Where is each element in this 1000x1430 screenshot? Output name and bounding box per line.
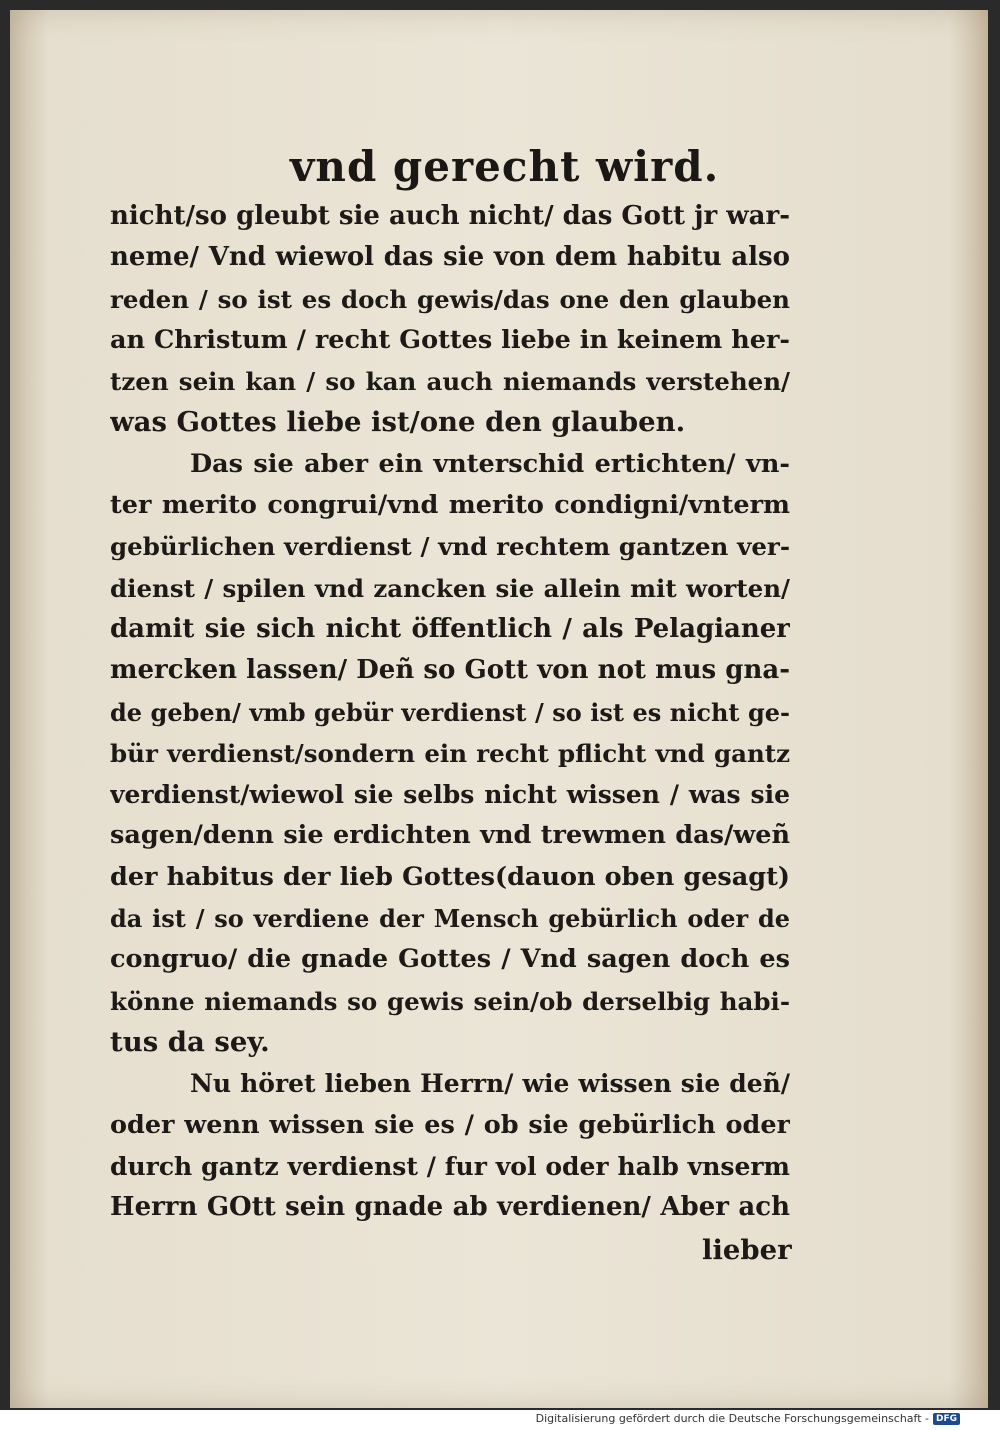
text-line: nicht/so gleubt sie auch nicht/ das Gott jr war-: [110, 201, 790, 231]
text-line: dienst / spilen vnd zancken sie allein mit worten/: [110, 573, 790, 603]
text-line: tus da sey.: [110, 1025, 270, 1058]
footer-credit: Digitalisierung gefördert durch die Deutsche Forschungsgemeinschaft -: [535, 1412, 929, 1425]
text-line: sagen/denn sie erdichten vnd trewmen das/weñ: [110, 820, 790, 851]
dfg-logo: DFG: [933, 1413, 960, 1425]
text-line: bür verdienst/sondern ein recht pflicht vnd gantz: [110, 738, 790, 768]
text-line: reden / so ist es doch gewis/das one den glauben: [110, 284, 790, 314]
text-line: könne niemands so gewis sein/ob derselbig habi-: [110, 986, 790, 1016]
text-line: de geben/ vmb gebür verdienst / so ist es nicht ge-: [110, 697, 790, 727]
running-head: vnd gerecht wird.: [290, 142, 720, 191]
book-page: [10, 10, 988, 1408]
text-line: Nu höret lieben Herrn/ wie wissen sie deñ/: [190, 1069, 790, 1099]
text-line: mercken lassen/ Deñ so Gott von not mus gna-: [110, 655, 790, 686]
text-line: was Gottes liebe ist/one den glauben.: [110, 406, 686, 439]
catchword: lieber: [702, 1234, 792, 1266]
text-line: an Christum / recht Gottes liebe in keinem her-: [110, 324, 790, 355]
text-line: verdienst/wiewol sie selbs nicht wissen / was sie: [110, 780, 790, 810]
digitization-footer: [536, 1412, 960, 1425]
text-line: neme/ Vnd wiewol das sie von dem habitu also: [110, 242, 790, 273]
text-line: congruo/ die gnade Gottes / Vnd sagen doch es: [110, 944, 790, 975]
text-line: oder wenn wissen sie es / ob sie gebürlich oder: [110, 1109, 790, 1140]
text-line: durch gantz verdienst / fur vol oder halb vnserm: [110, 1151, 790, 1181]
text-line: ter merito congrui/vnd merito condigni/vnterm: [110, 490, 790, 521]
text-line: der habitus der lieb Gottes(dauon oben gesagt): [110, 861, 790, 892]
text-line: Das sie aber ein vnterschid ertichten/ vn-: [190, 448, 790, 479]
text-line: gebürlichen verdienst / vnd rechtem gantzen ver-: [110, 532, 790, 562]
body-text: [110, 196, 790, 1228]
text-line: tzen sein kan / so kan auch niemands verstehen/: [110, 367, 790, 397]
text-line: Herrn GOtt sein gnade ab verdienen/ Aber ach: [110, 1192, 790, 1223]
text-line: damit sie sich nicht öffentlich / als Pelagianer: [110, 613, 790, 644]
text-line: da ist / so verdiene der Mensch gebürlich oder de: [110, 904, 790, 934]
